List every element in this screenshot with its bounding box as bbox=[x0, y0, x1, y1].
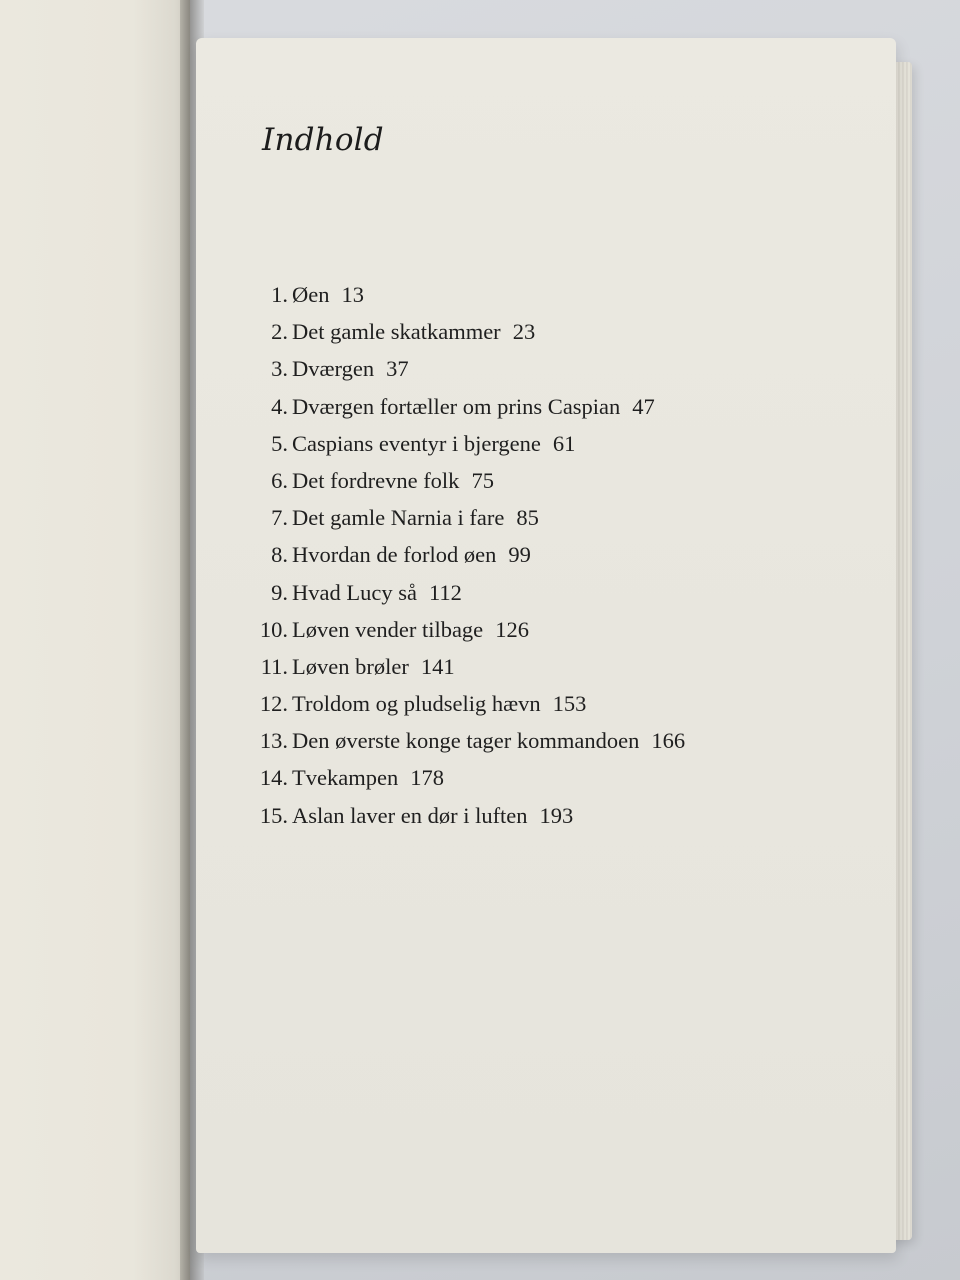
toc-entry-number: 13. bbox=[259, 728, 288, 754]
toc-entry-title: Dværgen bbox=[292, 356, 375, 382]
toc-entry bbox=[0, 313, 900, 350]
toc-entry-title: Tvekampen bbox=[292, 765, 399, 791]
toc-entry-number: 2. bbox=[271, 319, 288, 345]
toc-entry-number: 10. bbox=[259, 616, 288, 642]
toc-entry-number: 5. bbox=[271, 430, 288, 456]
toc-entry bbox=[0, 759, 900, 796]
toc-entry bbox=[0, 722, 900, 759]
toc-entry-title: Caspians eventyr i bjergene bbox=[292, 430, 541, 456]
toc-entry-page: 166 bbox=[651, 728, 686, 754]
toc-entry-number: 12. bbox=[259, 691, 288, 717]
toc-entry-title: Det gamle skatkammer bbox=[292, 319, 501, 345]
toc-entry-page: 75 bbox=[471, 467, 494, 493]
toc-entry-title: Løven vender tilbage bbox=[292, 616, 484, 642]
toc-entry-title: Det fordrevne folk bbox=[292, 467, 460, 493]
toc-entry-number: 6. bbox=[271, 467, 288, 493]
toc-entry-number: 4. bbox=[271, 393, 288, 419]
toc-entry-number: 9. bbox=[271, 579, 288, 605]
toc-entry-page: 13 bbox=[341, 282, 364, 307]
toc-title: Indhold bbox=[262, 122, 384, 158]
toc-entry-page: 61 bbox=[552, 430, 576, 456]
toc-entry-title: Den øverste konge tager kommandoen bbox=[292, 728, 640, 754]
toc-entry-number: 8. bbox=[271, 542, 288, 568]
toc-entry-page: 112 bbox=[428, 579, 462, 605]
toc-entry bbox=[0, 388, 900, 425]
toc-entry-page: 141 bbox=[420, 653, 455, 679]
toc-entry-number: 14. bbox=[259, 765, 288, 791]
toc-entry-number: 1. bbox=[271, 282, 288, 307]
toc-entry-title: Det gamle Narnia i fare bbox=[292, 505, 505, 531]
toc-entry-title: Hvordan de forlod øen bbox=[292, 542, 497, 568]
toc-entry bbox=[0, 499, 900, 536]
toc-entry bbox=[0, 425, 900, 462]
toc-entry-page: 153 bbox=[552, 691, 587, 717]
toc-entry-number: 15. bbox=[259, 802, 288, 828]
toc-entry-page: 126 bbox=[495, 616, 529, 642]
toc-entry-title: Øen bbox=[292, 282, 330, 307]
toc-entry-page: 47 bbox=[632, 393, 655, 419]
toc-entry-title: Hvad Lucy så bbox=[292, 579, 417, 605]
toc-entry-page: 23 bbox=[512, 319, 536, 345]
toc-entry bbox=[0, 685, 900, 722]
toc-entry-page: 85 bbox=[516, 505, 539, 531]
toc-entry bbox=[0, 574, 900, 611]
toc-entry-number: 7. bbox=[271, 505, 288, 531]
toc-entry-title: Aslan laver en dør i luften bbox=[292, 802, 528, 828]
toc-list bbox=[0, 276, 900, 834]
toc-entry-page: 37 bbox=[386, 356, 409, 382]
toc-entry-title: Løven brøler bbox=[292, 653, 409, 679]
toc-entry bbox=[0, 350, 900, 387]
toc-entry bbox=[0, 536, 900, 573]
toc-entry bbox=[0, 276, 900, 313]
toc-entry-title: Troldom og pludselig hævn bbox=[292, 691, 541, 717]
toc-entry bbox=[0, 462, 900, 499]
toc-entry-page: 178 bbox=[410, 765, 444, 791]
toc-entry-number: 11. bbox=[260, 653, 288, 679]
toc-entry-title: Dværgen fortæller om prins Caspian bbox=[292, 393, 621, 419]
toc-entry bbox=[0, 797, 900, 834]
toc-entry bbox=[0, 611, 900, 648]
toc-entry-number: 3. bbox=[271, 356, 288, 382]
toc-entry-page: 193 bbox=[539, 802, 574, 828]
toc-entry bbox=[0, 648, 900, 685]
toc-entry-page: 99 bbox=[508, 542, 531, 568]
